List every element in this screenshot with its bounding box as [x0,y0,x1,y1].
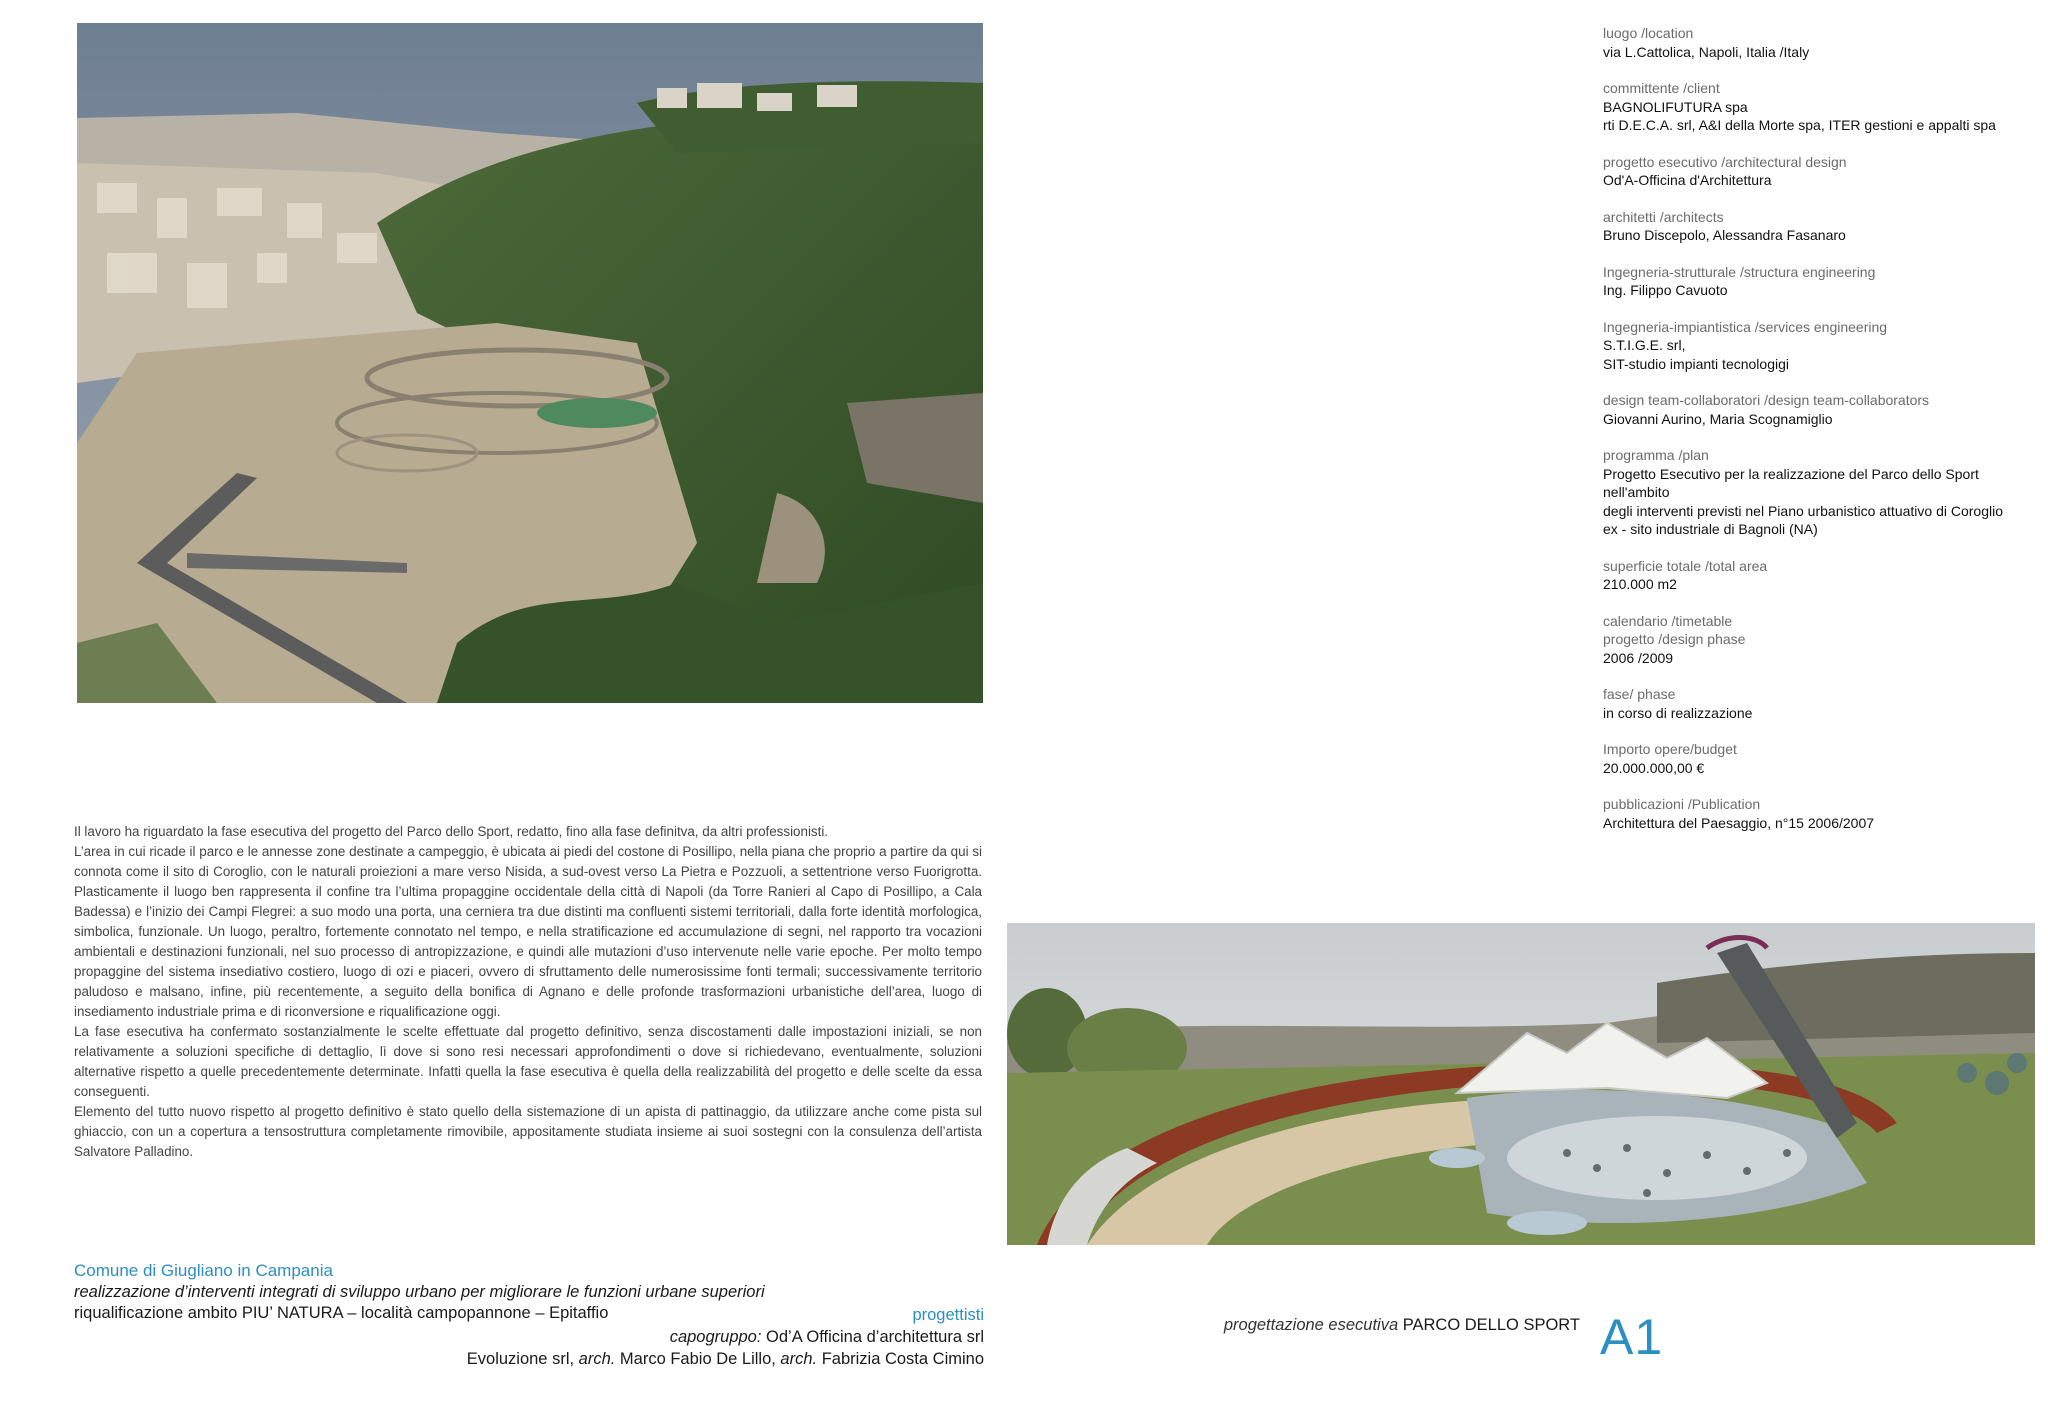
municipality-title: Comune di Giugliano in Campania [74,1261,333,1280]
info-label: luogo /location [1603,25,1694,41]
title-block-right [1200,1316,1580,1335]
info-label: fase/ phase [1603,686,1676,702]
description-paragraph: La fase esecutiva ha confermato sostanzialmente le scelte effettuate dal progetto definitivo, senza discostamenti dalle impostazioni iniziali, se non relativamente a soluzioni specifiche di dettaglio, lì dove si sono resi necessari approfondimenti o dove si richiedevano, eventualmente, soluzioni alternative rispetto a quelle precedentemente determinate. Infatti quella la fase esecutiva è quella della realizzabilità del progetto e delle scelte da essa conseguenti. [74,1024,982,1099]
sheet-number: A1 [1600,1309,1664,1365]
info-label: architetti /architects [1603,208,1724,225]
info-value: Bruno Discepolo, Alessandra Fasanaro [1603,227,1846,243]
designers-block [467,1304,984,1370]
team-line [467,1348,984,1370]
info-label: Ingegneria-impiantistica /services engineering [1603,318,1888,335]
info-label: committente /client [1603,80,1720,96]
arch-title: arch. [780,1350,818,1368]
info-value: in corso di realizzazione [1603,704,1753,721]
info-value: via L.Cattolica, Napoli, Italia /Italy [1603,43,1810,60]
info-publication [1603,795,2033,832]
info-label: Importo opere/budget [1603,741,1737,757]
info-timetable [1603,612,2033,668]
info-plan [1603,446,2033,539]
title-block-left [74,1260,984,1368]
info-label: calendario /timetable [1603,612,1733,629]
info-client [1603,79,2033,135]
aerial-site-photo [77,23,983,703]
group-leader-value: Od’A Officina d’architettura srl [761,1328,984,1346]
info-services-engineering [1603,318,2033,374]
info-value: rti D.E.C.A. srl, A&I della Morte spa, ITER gestioni e appalti spa [1603,117,1996,133]
team-member: Fabrizia Costa Cimino [817,1350,984,1368]
info-architects [1603,208,2033,245]
arch-title: arch. [578,1350,616,1368]
info-value: 20.000.000,00 € [1603,759,1705,776]
info-budget [1603,740,2033,777]
info-value: Progetto Esecutivo per la realizzazione del Parco dello Sport nell'ambito [1603,465,1979,500]
team-company: Evoluzione srl, [466,1350,579,1368]
info-label: progetto /design phase [1603,631,1746,647]
description-paragraph: Il lavoro ha riguardato la fase esecutiva del progetto del Parco dello Sport, redatto, fino alla fase definitva, da altri professionisti. [74,824,829,839]
info-value: degli interventi previsti nel Piano urbanistico attuativo di Coroglio [1603,502,2003,519]
info-value: SIT-studio impianti tecnologigi [1603,355,1789,372]
info-architectural-design [1603,153,2033,190]
info-location [1603,24,2033,61]
info-value: 210.000 m2 [1603,576,1677,592]
info-value: BAGNOLIFUTURA spa [1603,98,1748,115]
info-value: Od'A-Officina d'Architettura [1603,172,1772,188]
project-description [74,822,982,1162]
designers-label: progettisti [912,1306,984,1324]
group-leader-label: capogruppo: [669,1328,762,1346]
info-label: Ingegneria-strutturale /structura engineering [1603,263,1876,280]
info-label: progetto esecutivo /architectural design [1603,153,1847,170]
info-total-area [1603,557,2033,594]
description-paragraph: L’area in cui ricade il parco e le annesse zone destinate a campeggio, è ubicata ai piedi del costone di Posillipo, nella piana che proprio a partire da qui si connota come il sito di Coroglio, con le naturali proiezioni a mare verso Nisida, a sud-ovest verso La Pietra e Pozzuoli, a settentrione verso Fuorigrotta. Plasticamente il luogo ben rappresenta il confine tra l’ultima propaggine occidentale della città di Napoli (da Torre Ranieri al Capo di Posillipo, a Cala Badessa) e l’inizio dei Campi Flegrei: a suo modo una porta, una cerniera tra due distinti ma confluenti sistemi territoriali, dalla forte identità morfologica, simbolica, funzionale. Un luogo, peraltro, fortemente connotato nel tempo, e nella stratificazione ed accumulazione di segni, nel rapporto tra vocazioni ambientali e destinazioni funzionali, nel suo processo di antropizzazione, e quindi alle mutazioni d’uso intervenute nelle varie epoche. Per molto tempo propaggine del sistema insediativo costiero, luogo di ozi e piaceri, ovvero di sfruttamento delle numerosissime fonti termali; successivamente territorio paludoso e malsano, infine, più recentemente, a seguito della bonifica di Agnano e delle profonde trasformazioni urbanistiche dell’area, luogo di insediamento industriale prima e di riconversione e riqualificazione oggi. [74,844,982,1019]
group-leader-line [467,1326,984,1348]
info-value: Architettura del Paesaggio, n°15 2006/2007 [1603,814,1875,831]
description-paragraph: Elemento del tutto nuovo rispetto al progetto definitivo è stato quello della sistemazione di un apista di pattinaggio, da utilizzare anche come pista sul ghiaccio, con un a copertura a tensostruttura completamente rimovibile, appositamente studiata insieme ai suoi sostegni con la consulenza dell’artista Salvatore Palladino. [74,1104,982,1159]
area-title: riqualificazione ambito PIU’ NATURA – località campopannone – Epitaffio [74,1304,609,1322]
phase-label: progettazione esecutiva [1223,1316,1399,1334]
team-member: Marco Fabio De Lillo, [615,1350,781,1368]
info-phase [1603,685,2033,722]
intervention-subtitle: realizzazione d’interventi integrati di sviluppo urbano per migliorare le funzioni urbane superiori [74,1283,765,1301]
info-label: design team-collaboratori /design team-collaborators [1603,392,1930,408]
info-label: superficie totale /total area [1603,557,1768,574]
info-value: S.T.I.G.E. srl, [1603,337,1686,353]
info-design-team [1603,391,2033,428]
info-value: 2006 /2009 [1603,649,1674,666]
info-value: Giovanni Aurino, Maria Scognamiglio [1603,410,1833,427]
project-data-list [1603,24,2033,850]
info-value: ex - sito industriale di Bagnoli (NA) [1603,521,1818,537]
project-name: PARCO DELLO SPORT [1398,1316,1580,1334]
info-structural-engineering [1603,263,2033,300]
info-label: programma /plan [1603,447,1709,463]
skating-rink-render [1007,923,2035,1245]
info-label: pubblicazioni /Publication [1603,796,1761,812]
info-value: Ing. Filippo Cavuoto [1603,282,1728,298]
